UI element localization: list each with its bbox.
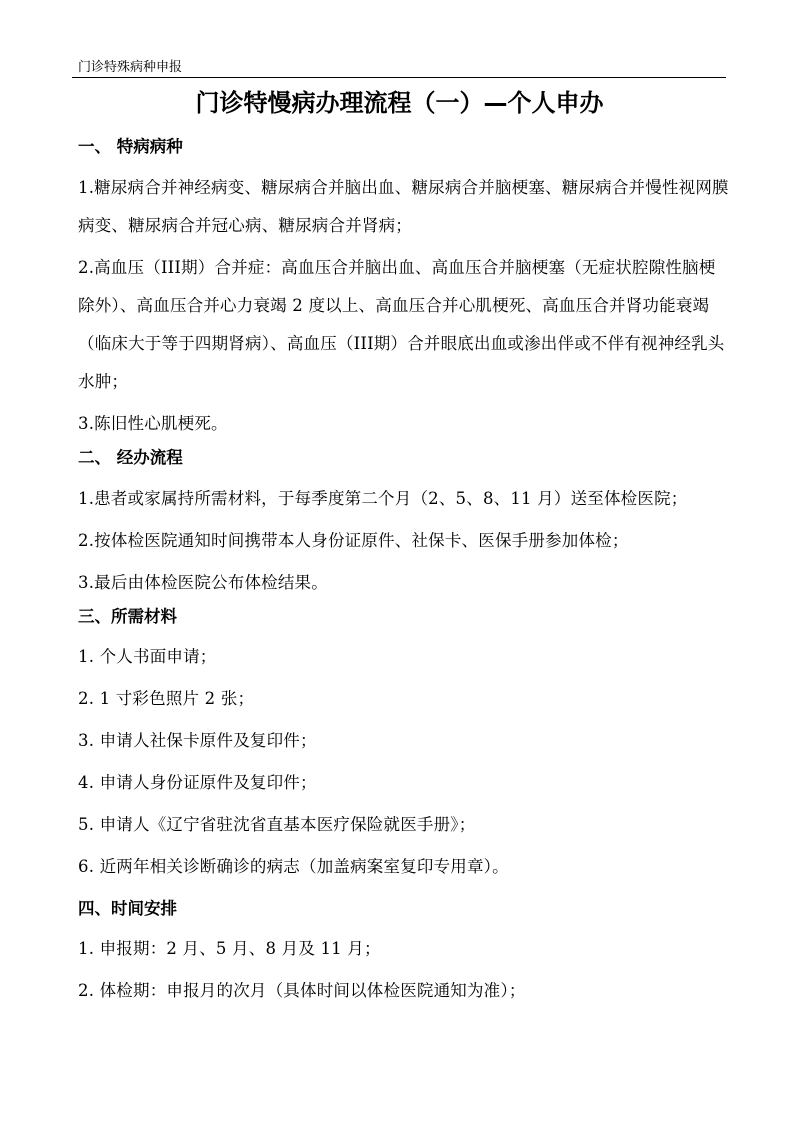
section-heading: 四、时间安排 <box>78 899 177 918</box>
list-item: 2. 体检期：申报月的次月（具体时间以体检医院通知为准）； <box>78 981 526 1000</box>
section-schedule <box>78 898 730 1022</box>
paragraph: 2.高血压（III期）合并症：高血压合并脑出血、高血压合并脑梗塞（无症状腔隙性脑梗除外）、高血压合并心力衰竭 2 度以上、高血压合并心肌梗死、高血压合并肾功能衰竭（临床大于等于四期肾病）、高血压（III期）合并眼底出血或渗出伴或不伴有视神经乳头水肿； <box>78 258 725 391</box>
list-item: 4. 申请人身份证原件及复印件； <box>78 773 317 792</box>
running-header: 门诊特殊病种申报 <box>78 60 183 75</box>
list-item: 2. 1 寸彩色照片 2 张； <box>78 689 255 708</box>
document-title: 门诊特慢病办理流程（一）—个人申办 <box>195 89 604 117</box>
list-item: 1. 个人书面申请； <box>78 647 217 666</box>
paragraph: 3.陈旧性心肌梗死。 <box>78 414 228 433</box>
paragraph: 1.糖尿病合并神经病变、糖尿病合并脑出血、糖尿病合并脑梗塞、糖尿病合并慢性视网膜病变、糖尿病合并冠心病、糖尿病合并肾病； <box>78 178 729 235</box>
section-materials <box>78 606 730 898</box>
list-item: 3. 申请人社保卡原件及复印件； <box>78 731 317 750</box>
section-heading: 二、 经办流程 <box>78 448 183 467</box>
paragraph: 1.患者或家属持所需材料，于每季度第二个月（2、5、8、11 月）送至体检医院； <box>78 489 688 508</box>
paragraph: 2.按体检医院通知时间携带本人身份证原件、社保卡、医保手册参加体检； <box>78 531 629 550</box>
list-item: 1. 申报期：2 月、5 月、8 月及 11 月； <box>78 939 381 958</box>
paragraph: 3.最后由体检医院公布体检结果。 <box>78 573 328 592</box>
section-heading: 三、所需材料 <box>78 607 177 626</box>
section-disease-types <box>78 136 730 443</box>
section-process <box>78 447 730 602</box>
document-body <box>78 130 730 1022</box>
section-heading: 一、 特病病种 <box>78 137 183 156</box>
header-rule <box>72 77 726 78</box>
list-item: 5. 申请人《辽宁省驻沈省直基本医疗保险就医手册》； <box>78 815 476 834</box>
list-item: 6. 近两年相关诊断确诊的病志（加盖病案室复印专用章）。 <box>78 857 509 876</box>
